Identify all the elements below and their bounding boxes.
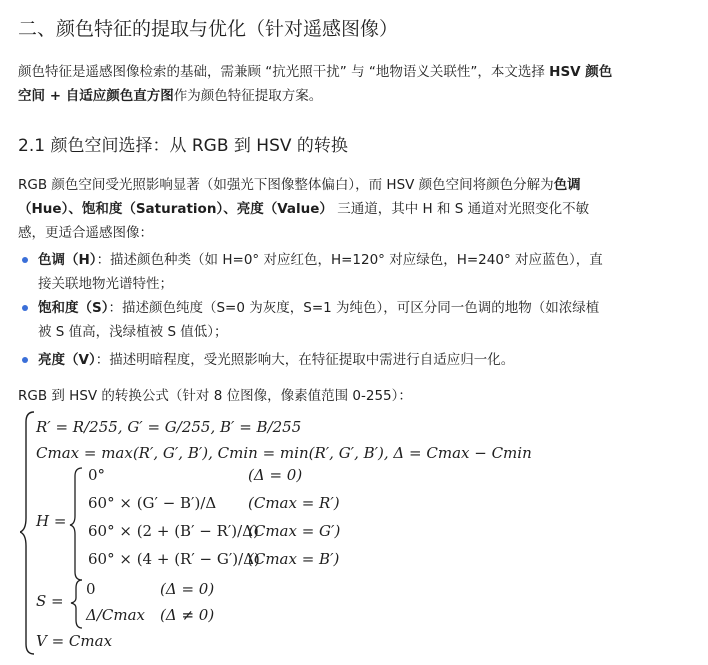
- bullet-bold: 色调（H）: [38, 252, 97, 268]
- hsv-channel-list: [18, 248, 683, 372]
- bullet-bold: 亮度（V）: [38, 352, 96, 368]
- intro-bold-hsv: HSV 颜色: [549, 64, 613, 80]
- subsection-title: 2.1 颜色空间选择：从 RGB 到 HSV 的转换: [18, 136, 348, 156]
- rgb-hsv-paragraph: [18, 173, 676, 245]
- formula-line-2: Cmax = max(R′, G′, B′), Cmin = min(R′, G′, B′), Δ = Cmax − Cmin: [36, 444, 532, 462]
- h-case-cond: (Cmax = R′): [248, 494, 340, 512]
- outer-brace: [20, 412, 34, 654]
- bullet-bold: 饱和度（S）: [38, 300, 109, 316]
- s-label: S =: [36, 592, 64, 610]
- h-case-expr: 60° × (2 + (B′ − R′)/Δ): [88, 522, 259, 540]
- s-case-expr: 0: [86, 580, 96, 598]
- intro-suffix: 作为颜色特征提取方案。: [173, 88, 323, 104]
- formula-intro: RGB 到 HSV 的转换公式（针对 8 位图像，像素值范围 0-255）：: [18, 388, 412, 404]
- h-case-cond: (Cmax = G′): [248, 522, 341, 540]
- h-case-expr: 60° × (G′ − B′)/Δ: [88, 494, 217, 512]
- para1-text3: 感，更适合遥感图像：: [18, 225, 153, 241]
- formula-line-1: R′ = R/255, G′ = G/255, B′ = B/255: [36, 418, 302, 436]
- bullet-text: ：描述颜色种类（如 H=0° 对应红色，H=120° 对应绿色，H=240° 对应蓝色），直: [96, 252, 603, 268]
- bullet-text: ：描述明暗程度，受光照影响大，在特征提取中需进行自适应归一化。: [95, 352, 515, 368]
- h-case-expr: 60° × (4 + (R′ − G′)/Δ): [88, 550, 260, 568]
- para1-bold1: 色调: [553, 177, 581, 193]
- s-case-cond: (Δ = 0): [160, 580, 215, 598]
- s-case-cond: (Δ ≠ 0): [160, 606, 215, 624]
- h-case-cond: (Δ = 0): [248, 466, 303, 484]
- h-brace: [70, 468, 82, 580]
- intro-prefix: 颜色特征是遥感图像检索的基础，需兼顾 “抗光照干扰” 与 “地物语义关联性”，本文选择: [18, 64, 550, 80]
- intro-paragraph: [18, 60, 676, 108]
- v-line: V = Cmax: [36, 632, 113, 650]
- h-case-cond: (Cmax = B′): [248, 550, 340, 568]
- bullet-icon: [22, 357, 28, 363]
- section-title: 二、颜色特征的提取与优化（针对遥感图像）: [18, 18, 399, 40]
- list-item: [18, 248, 683, 296]
- bullet-icon: [22, 305, 28, 311]
- intro-bold-method: 空间 + 自适应颜色直方图: [18, 88, 174, 104]
- bullet-text: ：描述颜色纯度（S=0 为灰度，S=1 为纯色），可区分同一色调的地物（如浓绿植: [108, 300, 600, 316]
- list-item: [18, 296, 683, 344]
- para1-text2: 三通道，其中 H 和 S 通道对光照变化不敏: [332, 201, 590, 217]
- bullet-text-cont: 被 S 值高，浅绿植被 S 值低）；: [38, 324, 228, 340]
- para1-bold2: （Hue）、饱和度（Saturation）、亮度（Value）: [18, 201, 333, 217]
- h-case-expr: 0°: [88, 466, 106, 484]
- s-case-expr: Δ/Cmax: [86, 606, 145, 624]
- hsv-formula: [20, 408, 580, 658]
- s-brace: [71, 580, 82, 628]
- para1-text1: RGB 颜色空间受光照影响显著（如强光下图像整体偏白），而 HSV 颜色空间将颜色分解为: [18, 177, 554, 193]
- bullet-icon: [22, 257, 28, 263]
- bullet-text-cont: 接关联地物光谱特性；: [38, 276, 173, 292]
- h-label: H =: [36, 512, 67, 530]
- list-item: [18, 348, 683, 372]
